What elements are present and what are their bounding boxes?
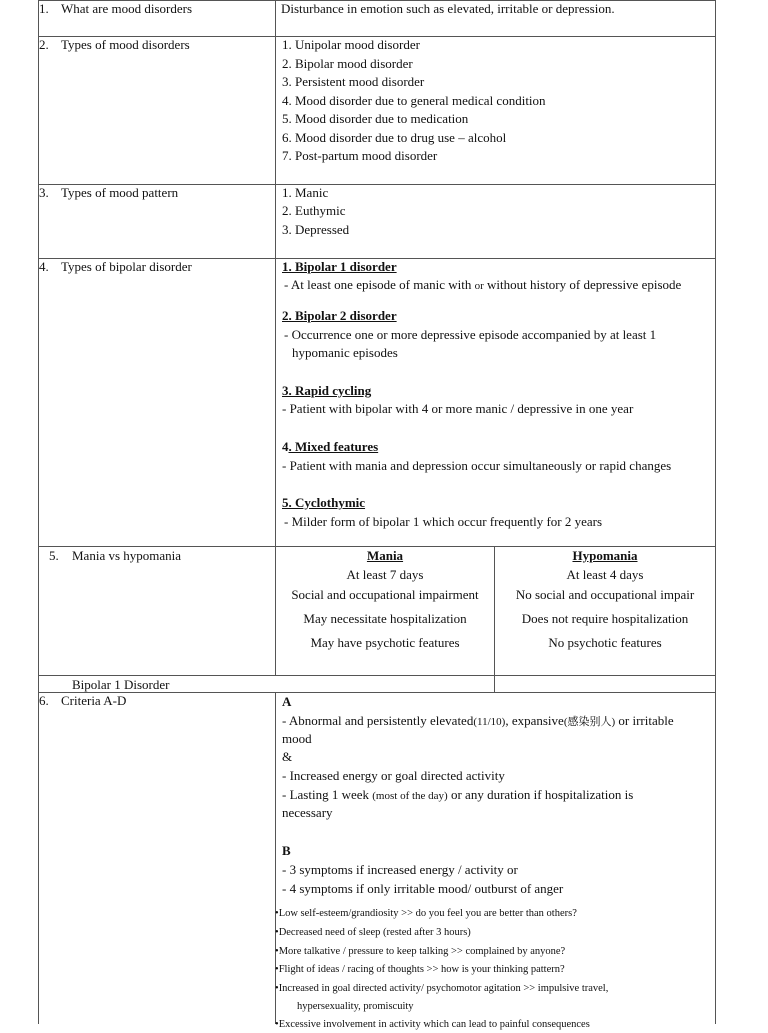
hypomania-feature: At least 4 days bbox=[566, 567, 644, 582]
mania-feature: Social and occupational impairment bbox=[291, 587, 479, 602]
symptom-bullet: •Low self-esteem/grandiosity >> do you feel you are better than others? bbox=[275, 908, 577, 919]
bipolar-1-description: - At least one episode of manic with or without history of depressive episode bbox=[284, 277, 682, 292]
row-question: Criteria A-D bbox=[61, 693, 127, 708]
grid-line bbox=[38, 0, 39, 1024]
row-question: Types of mood disorders bbox=[61, 37, 190, 52]
list-item: 5. Mood disorder due to medication bbox=[282, 111, 469, 126]
symptom-bullet: •Excessive involvement in activity which can lead to painful consequences bbox=[275, 1019, 590, 1030]
row-number: 1. bbox=[39, 1, 49, 16]
symptom-bullet: •Flight of ideas / racing of thoughts >> how is your thinking pattern? bbox=[275, 964, 565, 975]
criterion-a-line: & bbox=[282, 749, 293, 764]
hypomania-feature: No social and occupational impair bbox=[515, 587, 695, 602]
symptom-bullet-cont: hypersexuality, promiscuity bbox=[297, 1001, 414, 1012]
row-number: 2. bbox=[39, 37, 49, 52]
grid-line bbox=[38, 675, 716, 676]
rapid-cycling-heading: 3. Rapid cycling bbox=[282, 383, 372, 398]
row-question: Mania vs hypomania bbox=[72, 548, 182, 563]
hypomania-heading: Hypomania bbox=[572, 548, 638, 563]
criterion-a-line: - Increased energy or goal directed activity bbox=[282, 768, 505, 783]
row-number: 6. bbox=[39, 693, 49, 708]
mixed-features-heading: 4. Mixed features bbox=[282, 439, 379, 454]
criterion-a-heading: A bbox=[282, 694, 292, 709]
section-label: Bipolar 1 Disorder bbox=[72, 677, 170, 692]
list-item: 2. Bipolar mood disorder bbox=[282, 56, 413, 71]
row-number: 3. bbox=[39, 185, 49, 200]
criterion-b-line: - 4 symptoms if only irritable mood/ outburst of anger bbox=[282, 881, 564, 896]
grid-line bbox=[38, 546, 716, 547]
list-item: 6. Mood disorder due to drug use – alcohol bbox=[282, 130, 507, 145]
row-number: 5. bbox=[49, 548, 59, 563]
criterion-a-line: - Abnormal and persistently elevated(11/10), expansive(感染别人) or irritable bbox=[282, 713, 674, 728]
mania-feature: May necessitate hospitalization bbox=[303, 611, 467, 626]
list-item: 2. Euthymic bbox=[282, 203, 346, 218]
mania-heading: Mania bbox=[366, 548, 404, 563]
list-item: 1. Manic bbox=[282, 185, 329, 200]
hypomania-column bbox=[495, 548, 715, 651]
criterion-b-heading: B bbox=[282, 843, 291, 858]
rapid-cycling-description: - Patient with bipolar with 4 or more manic / depressive in one year bbox=[282, 401, 634, 416]
cyclothymic-description: - Milder form of bipolar 1 which occur frequently for 2 years bbox=[284, 514, 603, 529]
cyclothymic-heading: 5. Cyclothymic bbox=[282, 495, 366, 510]
bipolar-1-heading: 1. Bipolar 1 disorder bbox=[282, 259, 397, 274]
list-item: 7. Post-partum mood disorder bbox=[282, 148, 438, 163]
row-number: 4. bbox=[39, 259, 49, 274]
mania-column bbox=[276, 548, 494, 651]
hypomania-feature: No psychotic features bbox=[548, 635, 662, 650]
grid-line bbox=[715, 0, 716, 1024]
row-answer: Disturbance in emotion such as elevated, irritable or depression. bbox=[281, 1, 615, 16]
bipolar-2-description: - Occurrence one or more depressive episode accompanied by at least 1 bbox=[284, 327, 657, 342]
symptom-bullet: •More talkative / pressure to keep talking >> complained by anyone? bbox=[275, 946, 566, 957]
mania-feature: May have psychotic features bbox=[310, 635, 460, 650]
list-item: 3. Depressed bbox=[282, 222, 350, 237]
row-question: What are mood disorders bbox=[61, 1, 193, 16]
row-question: Types of bipolar disorder bbox=[61, 259, 192, 274]
criterion-a-line: necessary bbox=[282, 805, 333, 820]
mania-feature: At least 7 days bbox=[346, 567, 424, 582]
criterion-a-line: - Lasting 1 week (most of the day) or any duration if hospitalization is bbox=[282, 787, 634, 802]
row-question: Types of mood pattern bbox=[61, 185, 179, 200]
symptom-bullet: •Increased in goal directed activity/ psychomotor agitation >> impulsive travel, bbox=[275, 983, 609, 994]
criterion-a-line: mood bbox=[282, 731, 312, 746]
list-item: 3. Persistent mood disorder bbox=[282, 74, 425, 89]
list-item: 1. Unipolar mood disorder bbox=[282, 37, 420, 52]
list-item: 4. Mood disorder due to general medical condition bbox=[282, 93, 546, 108]
criterion-b-line: - 3 symptoms if increased energy / activity or bbox=[282, 862, 518, 877]
mixed-features-description: - Patient with mania and depression occur simultaneously or rapid changes bbox=[282, 458, 672, 473]
symptom-bullet: •Decreased need of sleep (rested after 3 hours) bbox=[275, 927, 471, 938]
bipolar-2-description-cont: hypomanic episodes bbox=[292, 345, 398, 360]
bipolar-2-heading: 2. Bipolar 2 disorder bbox=[282, 308, 397, 323]
hypomania-feature: Does not require hospitalization bbox=[521, 611, 689, 626]
